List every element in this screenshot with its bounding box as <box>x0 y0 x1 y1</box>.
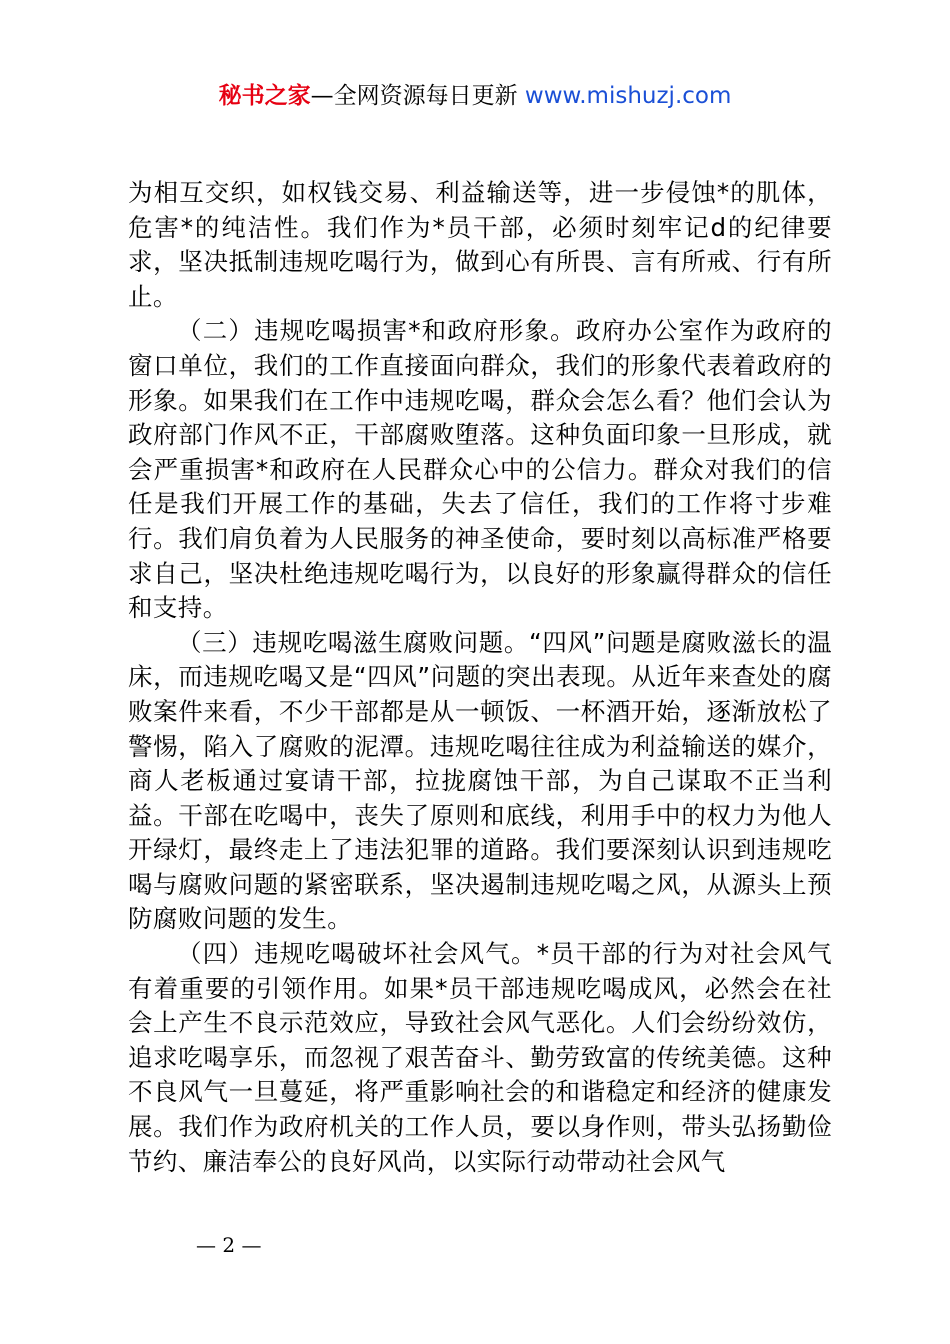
page-number: — 2 — <box>196 1233 262 1257</box>
brand-name: 秘书之家 <box>218 83 311 109</box>
paragraph-section-4: （四）违规吃喝破坏社会风气。*员干部的行为对社会风气有着重要的引领作用。如果*员干部违规吃喝成风，必然会在社会上产生不良示范效应，导致社会风气恶化。人们会纷纷效仿，追求吃喝享乐，而忽视了艰苦奋斗、勤劳致富的传统美德。这种不良风气一旦蔓延，将严重影响社会的和谐稳定和经济的健康发展。我们作为政府机关的工作人员，要以身作则，带头弘扬勤俭节约、廉洁奉公的良好风尚，以实际行动带动社会风气 <box>128 939 832 1176</box>
paragraph-section-3: （三）违规吃喝滋生腐败问题。“四风”问题是腐败滋长的温床，而违规吃喝又是“四风”问题的突出表现。从近年来查处的腐败案件来看，不少干部都是从一顿饭、一杯酒开始，逐渐放松了警惕，陷入了腐败的泥潭。违规吃喝往往成为利益输送的媒介，商人老板通过宴请干部，拉拢腐蚀干部，为自己谋取不正当利益。干部在吃喝中，丧失了原则和底线，利用手中的权力为他人开绿灯，最终走上了违法犯罪的道路。我们要深刻认识到违规吃喝与腐败问题的紧密联系，坚决遏制违规吃喝之风，从源头上预防腐败问题的发生。 <box>128 627 832 934</box>
paragraph-continuation: 为相互交织，如权钱交易、利益输送等，进一步侵蚀*的肌体，危害*的纯洁性。我们作为*员干部，必须时刻牢记d的纪律要求，坚决抵制违规吃喝行为，做到心有所畏、言有所戒、行有所止。 <box>128 178 832 311</box>
paragraph-section-2: （二）违规吃喝损害*和政府形象。政府办公室作为政府的窗口单位，我们的工作直接面向群众，我们的形象代表着政府的形象。如果我们在工作中违规吃喝，群众会怎么看？他们会认为政府部门作风不正，干部腐败堕落。这种负面印象一旦形成，就会严重损害*和政府在人民群众心中的公信力。群众对我们的信任是我们开展工作的基础，失去了信任，我们的工作将寸步难行。我们肩负着为人民服务的神圣使命，要时刻以高标准严格要求自己，坚决杜绝违规吃喝行为，以良好的形象赢得群众的信任和支持。 <box>128 316 832 623</box>
site-header <box>0 81 950 111</box>
document-body <box>128 176 832 1179</box>
header-slogan: —全网资源每日更新 <box>310 83 525 109</box>
site-url-link[interactable]: www.mishuzj.com <box>524 83 732 109</box>
